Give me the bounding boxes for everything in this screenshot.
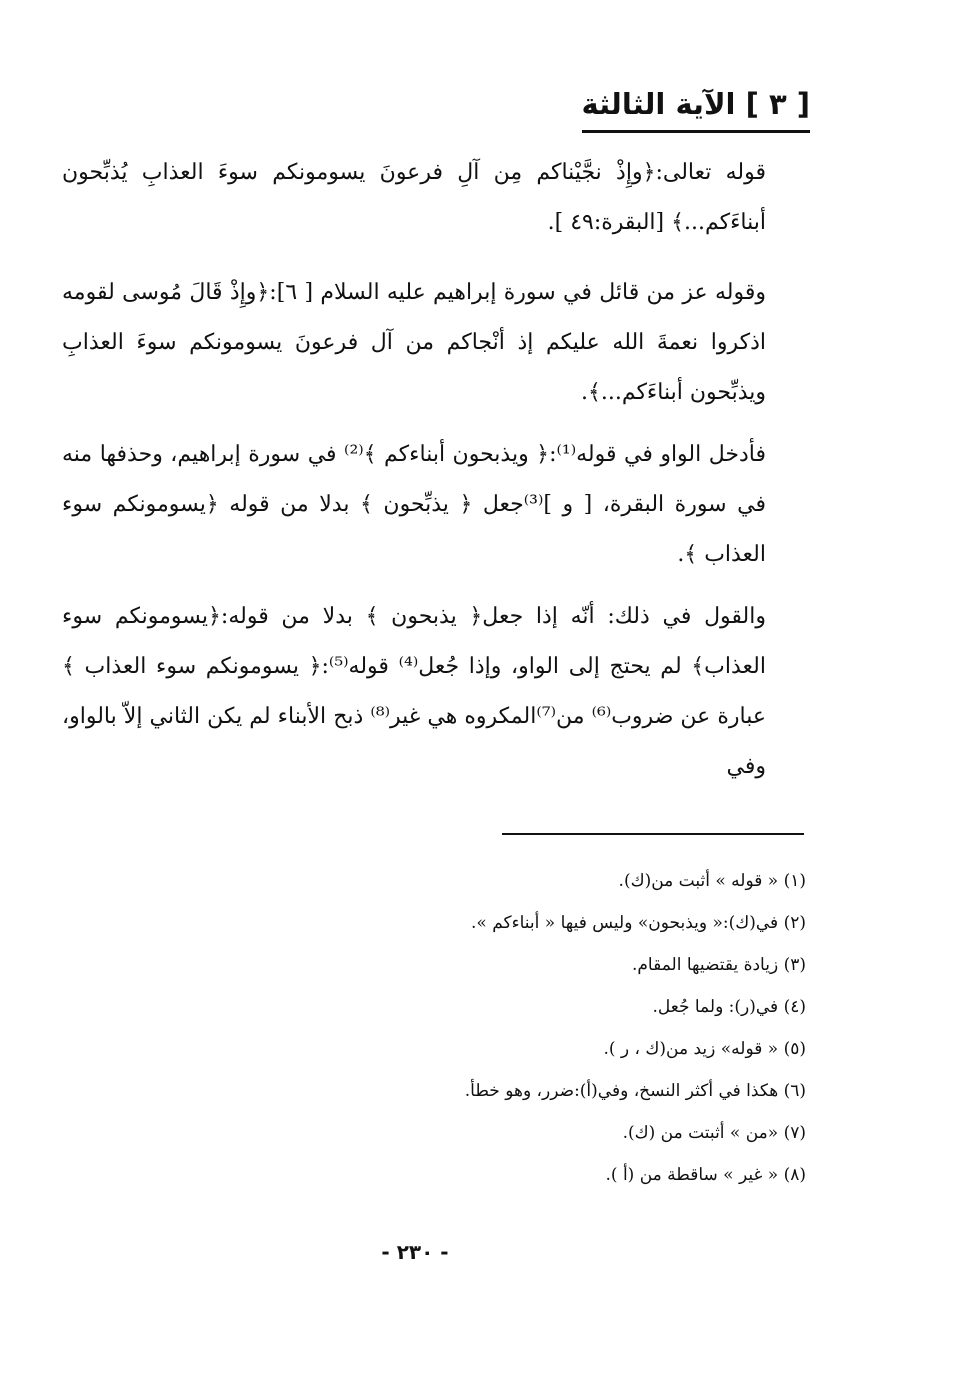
footnote-item: (٨) « غير » ساقطة من (أ ). [605, 1165, 806, 1185]
footnote-divider [502, 833, 804, 835]
page-number: - ٢٣٠ - [381, 1240, 449, 1264]
footnote-item: (٥) « قوله» زيد من(ك ، ر ). [603, 1039, 806, 1059]
footnotes-list [286, 860, 806, 1196]
footnote-item: (٤) في(ر): ولما جُعل. [652, 997, 806, 1017]
paragraph-text: والقول في ذلك: أنّه إذا جعل﴿ يذبحون ﴾ بدلا من قوله:﴿يسومونكم سوء العذاب﴾ لم يحتج إلى الواو، وإذا جُعل⁽⁴⁾ قوله⁽⁵⁾:﴿ يسومونكم سوء العذاب ﴾ عبارة عن ضروب⁽⁶⁾ من⁽⁷⁾المكروه هي غير⁽⁸⁾ ذبح الأبناء لم يكن الثاني إلاّ بالواو، وفي [62, 604, 766, 779]
paragraph-text: قوله تعالى:﴿وإِذْ نجَّيْناكم مِن آلِ فرعونَ يسومونكم سوءَ العذابِ يُذبِّحون أبناءَكم...﴾ [البقرة:٤٩ ]. [62, 160, 766, 235]
footnote-item: (٣) زيادة يقتضيها المقام. [631, 955, 806, 975]
paragraph-3 [62, 430, 766, 580]
footnote-item: (٢) في(ك):« ويذبحون» وليس فيها « أبناءكم ». [470, 913, 806, 933]
footnote-item: (١) « قوله » أثبت من(ك). [618, 871, 806, 891]
paragraph-text: فأدخل الواو في قوله⁽¹⁾:﴿ ويذبحون أبناءكم ﴾⁽²⁾ في سورة إبراهيم، وحذفها منه في سورة البقرة، [ و ]⁽³⁾جعل ﴿ يذبِّحون ﴾ بدلا من قوله ﴿يسومونكم سوء العذاب ﴾. [62, 442, 766, 567]
paragraph-1 [62, 148, 766, 248]
paragraph-text: وقوله عز من قائل في سورة إبراهيم عليه السلام [ ٦]:﴿وإِذْ قَالَ مُوسى لقومه اذكروا نعمةَ الله عليكم إذ أنْجاكم من آل فرعونَ يسومونكم سوءَ العذابِ ويذبِّحون أبناءَكم...﴾. [62, 280, 766, 405]
footnote-item: (٦) هكذا في أكثر النسخ، وفي(أ):ضرر، وهو خطأ. [464, 1081, 806, 1101]
footnote-item: (٧) «من » أثبتت من (ك). [622, 1123, 806, 1143]
paragraph-4 [62, 592, 766, 792]
section-heading: [ ٣ ] الآية الثالثة [582, 82, 811, 133]
paragraph-2 [62, 268, 766, 418]
